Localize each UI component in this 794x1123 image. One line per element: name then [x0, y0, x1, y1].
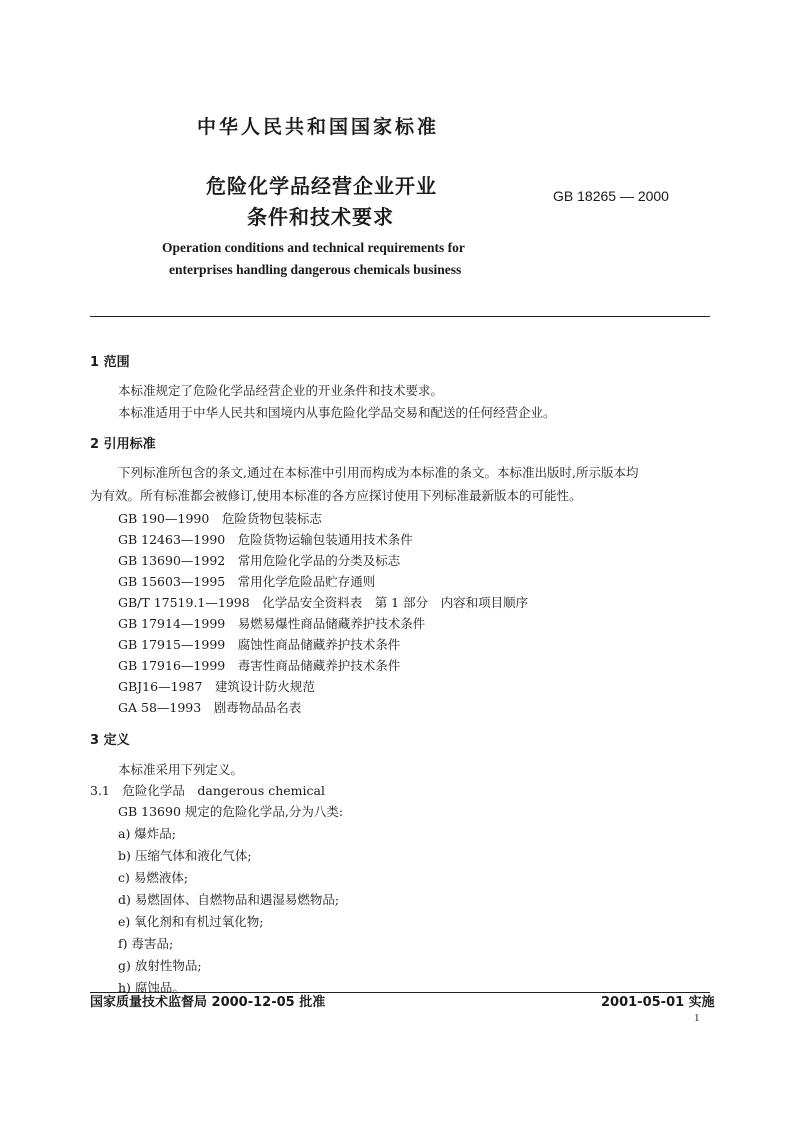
class-item: c) 易燃液体; [118, 870, 189, 885]
class-item: d) 易燃固体、自燃物品和遇湿易燃物品; [118, 892, 340, 907]
reference-item: GB 15603—1995 常用化学危险品贮存通则 [118, 574, 376, 589]
class-item: a) 爆炸品; [118, 826, 177, 841]
title-line-1: 危险化学品经营企业开业 [206, 174, 437, 198]
subsection-3-1-intro: GB 13690 规定的危险化学品,分为八类: [118, 804, 344, 819]
approval-statement: 国家质量技术监督局 2000-12-05 批准 [90, 995, 326, 1010]
class-item: g) 放射性物品; [118, 958, 202, 973]
reference-item: GB 12463—1990 危险货物运输包装通用技术条件 [118, 532, 413, 547]
english-title-line-1: Operation conditions and technical requirements for [162, 240, 465, 255]
reference-item: GB 17915—1999 腐蚀性商品储藏养护技术条件 [118, 637, 401, 652]
class-item: b) 压缩气体和液化气体; [118, 848, 252, 863]
page-number: 1 [694, 1012, 700, 1024]
reference-item: GA 58—1993 剧毒物品品名表 [118, 700, 302, 715]
class-item: e) 氧化剂和有机过氧化物; [118, 914, 264, 929]
section-1-para-1: 本标准规定了危险化学品经营企业的开业条件和技术要求。 [118, 383, 444, 398]
header-divider [90, 316, 710, 317]
reference-item: GB 17914—1999 易燃易爆性商品储藏养护技术条件 [118, 616, 426, 631]
section-2-heading: 2 引用标准 [90, 437, 156, 452]
english-title-line-2: enterprises handling dangerous chemicals business [169, 262, 462, 277]
section-2-intro-line-2: 为有效。所有标准都会被修订,使用本标准的各方应探讨使用下列标准最新版本的可能性。 [90, 488, 582, 503]
reference-item: GB 13690—1992 常用危险化学品的分类及标志 [118, 553, 401, 568]
class-item: h) 腐蚀品。 [118, 980, 185, 995]
section-1-heading: 1 范围 [90, 355, 130, 370]
reference-item: GBJ16—1987 建筑设计防火规范 [118, 679, 315, 694]
standard-name: 中华人民共和国国家标准 [197, 116, 440, 138]
section-1-para-2: 本标准适用于中华人民共和国境内从事危险化学品交易和配送的任何经营企业。 [118, 405, 556, 420]
title-line-2: 条件和技术要求 [247, 205, 394, 229]
reference-item: GB 17916—1999 毒害性商品储藏养护技术条件 [118, 658, 401, 673]
reference-item: GB/T 17519.1—1998 化学品安全资料表 第 1 部分 内容和项目顺序 [118, 595, 529, 610]
section-3-intro: 本标准采用下列定义。 [118, 762, 244, 777]
section-2-intro-line-1: 下列标准所包含的条文,通过在本标准中引用而构成为本标准的条文。本标准出版时,所示版本均 [118, 465, 639, 480]
class-item: f) 毒害品; [118, 936, 174, 951]
implementation-date: 2001-05-01 实施 [601, 995, 715, 1010]
subsection-3-1-heading: 3.1 危险化学品 dangerous chemical [90, 783, 325, 798]
reference-item: GB 190—1990 危险货物包装标志 [118, 511, 322, 526]
section-3-heading: 3 定义 [90, 733, 130, 748]
standard-code: GB 18265 — 2000 [553, 188, 669, 204]
